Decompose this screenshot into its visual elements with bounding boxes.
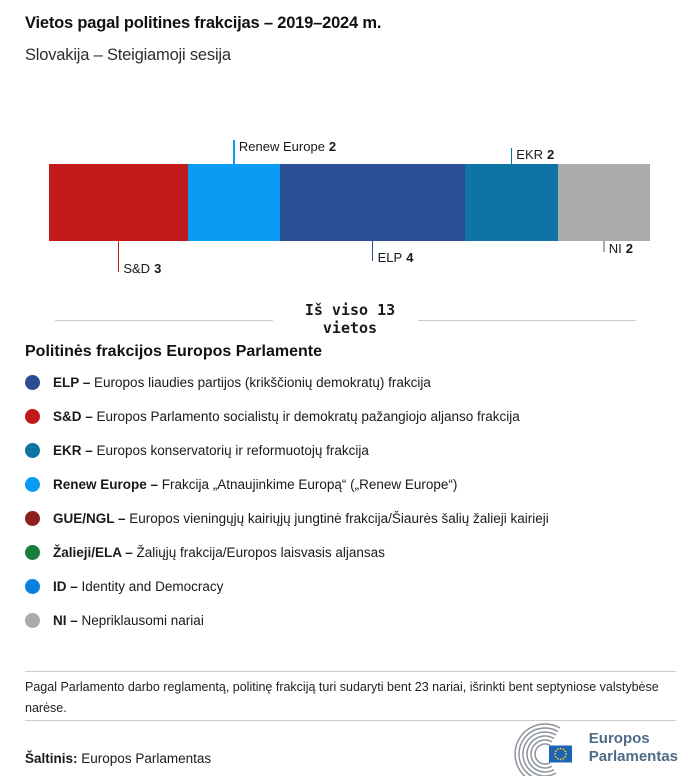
source-value: Europos Parlamentas: [81, 751, 212, 766]
legend-item-desc: Nepriklausomi nariai: [81, 612, 204, 628]
bar-label-name: ELP: [377, 250, 403, 265]
bar-label-name: EKR: [516, 147, 544, 162]
legend-item-abbr: GUE/NGL –: [53, 510, 130, 526]
bar-label-name: S&D: [123, 261, 151, 276]
legend-item-desc: Europos Parlamento socialistų ir demokratų pažangiojo aljanso frakcija: [96, 408, 520, 424]
bar-label-ni: [609, 241, 633, 256]
page-subtitle: Slovakija – Steigiamoji sesija: [25, 46, 231, 64]
legend-item-text: [53, 443, 369, 458]
legend-item-text: [53, 511, 549, 526]
legend-item-text: [53, 375, 431, 390]
legend-item-text: [53, 477, 457, 492]
bar-segment-elp[interactable]: [280, 164, 465, 241]
bar-segment-ekr[interactable]: [465, 164, 557, 241]
legend-dot-icon: [25, 443, 40, 458]
legend-item-desc: Europos vieningųjų kairiųjų jungtinė frakcija/Šiaurės šalių žalieji kairieji: [129, 510, 549, 526]
legend-item-desc: Identity and Democracy: [81, 578, 224, 594]
callout-line-elp: [372, 241, 374, 261]
bar-label-value: 2: [328, 139, 337, 154]
legend-dot-icon: [25, 511, 40, 526]
legend-item-gue-ngl: [25, 501, 685, 535]
bar-label-s-d: [123, 261, 161, 276]
legend-item-abbr: S&D –: [53, 408, 97, 424]
legend-item-desc: Frakcija „Atnaujinkime Europą“ („Renew Europe“): [161, 476, 458, 492]
source-line: [25, 751, 211, 766]
page-title: Vietos pagal politines frakcijas – 2019–2024 m.: [25, 14, 382, 32]
legend-dot-icon: [25, 613, 40, 628]
bar-label-name: NI: [608, 241, 622, 256]
callout-line-ekr: [511, 148, 513, 164]
seats-chart: [0, 136, 700, 296]
european-parliament-logo[interactable]: [503, 720, 678, 776]
bar-segment-ni[interactable]: [558, 164, 650, 241]
logo-wordmark: [589, 730, 678, 766]
logo-wordmark-line1: Europos: [588, 730, 650, 747]
footnote-divider-top: [25, 671, 676, 672]
legend-item-alieji-ela: [25, 535, 685, 569]
legend-item-text: [53, 613, 204, 628]
legend-item-abbr: ELP –: [53, 374, 95, 390]
bar-segment-s-d[interactable]: [49, 164, 188, 241]
legend-dot-icon: [25, 477, 40, 492]
legend-item-text: [53, 579, 223, 594]
bar-label-value: 4: [406, 250, 414, 265]
stacked-bar: [49, 164, 650, 241]
bar-label-value: 2: [625, 241, 633, 256]
bar-label-name: Renew Europe: [238, 139, 325, 154]
legend-dot-icon: [25, 375, 40, 390]
legend-item-desc: Europos konservatorių ir reformuotojų frakcija: [96, 442, 369, 458]
legend-item-desc: Europos liaudies partijos (krikščionių demokratų) frakcija: [94, 374, 431, 390]
legend: [25, 365, 685, 637]
legend-item-text: [53, 409, 520, 424]
parliament-hemicycle-icon: [503, 720, 585, 776]
legend-item-elp: [25, 365, 685, 399]
legend-dot-icon: [25, 409, 40, 424]
total-separator-right: [418, 320, 636, 321]
legend-item-renew-europe: [25, 467, 685, 501]
bar-label-value: 3: [154, 261, 162, 276]
bar-label-elp: [378, 250, 414, 265]
bar-segment-renew-europe[interactable]: [188, 164, 280, 241]
legend-item-abbr: EKR –: [53, 442, 97, 458]
callout-line-renew-europe: [233, 140, 235, 164]
legend-dot-icon: [25, 579, 40, 594]
total-caption-line2: vietos: [322, 319, 378, 337]
callout-line-s-d: [118, 241, 120, 272]
legend-heading: Politinės frakcijos Europos Parlamente: [25, 343, 322, 360]
legend-item-s-d: [25, 399, 685, 433]
bar-label-value: 2: [547, 147, 555, 162]
source-label: Šaltinis:: [25, 751, 78, 766]
total-caption: [0, 301, 700, 337]
legend-item-id: [25, 569, 685, 603]
logo-wordmark-line2: Parlamentas: [588, 748, 678, 765]
legend-item-ni: [25, 603, 685, 637]
total-caption-line1: Iš viso 13: [304, 301, 396, 319]
legend-item-ekr: [25, 433, 685, 467]
legend-item-abbr: Renew Europe –: [53, 476, 162, 492]
legend-item-abbr: Žalieji/ELA –: [53, 544, 137, 560]
bar-label-renew-europe: [239, 139, 336, 154]
footnote: Pagal Parlamento darbo reglamentą, politinę frakciją turi sudaryti bent 23 nariai, išrinkti bent septyniose valstybėse narėse.: [25, 680, 659, 715]
callout-line-ni: [603, 241, 605, 252]
legend-item-abbr: ID –: [53, 578, 82, 594]
legend-dot-icon: [25, 545, 40, 560]
bar-label-ekr: [516, 147, 554, 162]
legend-item-text: [53, 545, 385, 560]
legend-item-desc: Žaliųjų frakcija/Europos laisvasis aljansas: [136, 544, 385, 560]
legend-item-abbr: NI –: [53, 612, 82, 628]
